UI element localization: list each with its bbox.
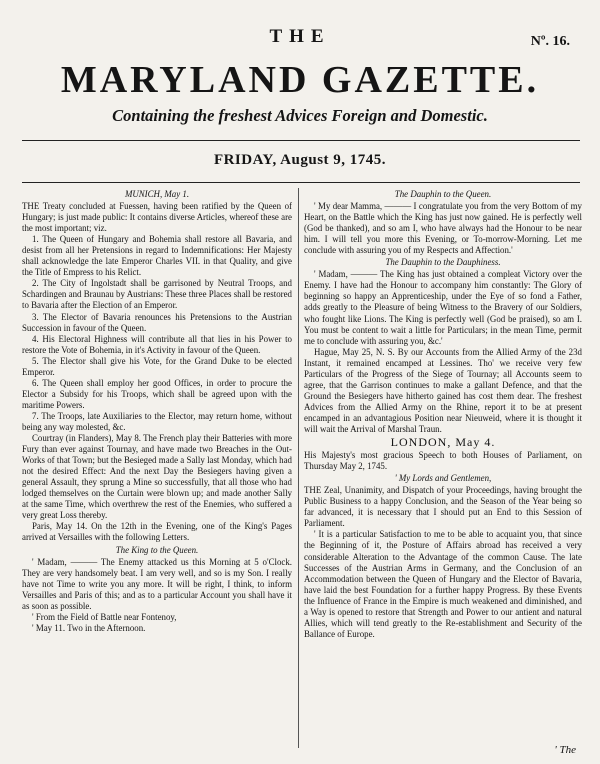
speech-paragraph-2: ' It is a particular Satisfaction to me to be able to acquaint you, that since the Beginning of it, the Posture of Affairs abroad has received a very considerable Alteration to the Advantage of the common Cause. The late Successes of the Austrian Arms in Germany, and the Conclusion of an Accommodation between the Queen of Hungary and the Elector of Bavaria, have laid the best Foundation for a further happy Progress. By these Events the Influence of France in the Empire is much weakened and diminished, and a Way is opened to restore that Strength and Power to our antient and natural Allies, which will tend greatly to the Re-establishment and Security of the Ballance of Europe. — [304, 529, 582, 639]
catchword: ' The — [554, 744, 576, 756]
speech-paragraph-1: THE Zeal, Unanimity, and Dispatch of your Proceedings, having brought the Public Business to a happy Conclusion, and the Season of the Year being so far advanced, it is necessary that I should put an End to this Session of Parliament. — [304, 485, 582, 529]
treaty-article-2: 2. The City of Ingolstadt shall be garrisoned by Neutral Troops, and Schardingen and Braunau by Austrians: These three Places shall be restored to Bavaria after the Election of an Emperor. — [22, 278, 292, 311]
king-letter-place: ' From the Field of Battle near Fontenoy, — [32, 611, 177, 622]
king-letter-date: ' May 11. Two in the Afternoon. — [32, 622, 146, 633]
left-column — [22, 188, 292, 750]
issue-number: Nº. 16. — [530, 34, 570, 49]
dauphin-queen-heading: The Dauphin to the Queen. — [394, 189, 492, 199]
treaty-article-7: 7. The Troops, late Auxiliaries to the Elector, may return home, without being any way molested, &c. — [22, 410, 292, 432]
london-dateline: LONDON, May 4. — [390, 435, 496, 450]
king-letter-heading: The King to the Queen. — [115, 544, 199, 555]
dauphin-dauphiness-heading: The Dauphin to the Dauphiness. — [385, 257, 501, 268]
munich-dateline: MUNICH, May 1. — [124, 189, 190, 199]
top-rule — [22, 140, 580, 141]
paris-report: Paris, May 14. On the 12th in the Evening, one of the King's Pages arrived at Versailles with the following Letters. — [22, 521, 292, 543]
treaty-article-6: 6. The Queen shall employ her good Offices, in order to procure the Elector a Subsidy for his Troops, which shall be agreed upon with the maritime Powers. — [22, 377, 292, 410]
right-column — [304, 188, 582, 750]
dauphin-dauphiness-letter: ' Madam, ——— The King has just obtained a compleat Victory over the Enemy. I have had the Honour to accompany him constantly: The Glory of beginning so happy an Apprenticeship, under the Eye of so fond a Father, adds greatly to the Pleasure of being Witness to the Bravery of our Soldiers, who fought like Lions. The King is perfectly well (God be praised), so am I. You must be content to wait a little for Particulars; in the mean Time, permit me to conclude with assuring you, &c.' — [304, 269, 582, 346]
column-divider — [298, 188, 299, 748]
date-rule — [22, 182, 580, 183]
treaty-article-5: 5. The Elector shall give his Vote, for the Grand Duke to be elected Emperor. — [22, 355, 292, 377]
speech-salutation: ' My Lords and Gentlemen, — [394, 473, 492, 484]
masthead-the: THE — [269, 26, 331, 47]
kings-speech-intro: His Majesty's most gracious Speech to both Houses of Parliament, on Thursday May 2, 1745. — [304, 450, 582, 472]
treaty-article-3: 3. The Elector of Bavaria renounces his Pretensions to the Austrian Succession in favour of the Queen. — [22, 311, 292, 333]
treaty-intro: THE Treaty concluded at Fuessen, having been ratified by the Queen of Hungary; is just made public: It contains diverse Articles, whereof these are the most important; viz. — [22, 201, 292, 234]
hague-report: Hague, May 25, N. S. By our Accounts from the Allied Army of the 23d Instant, it remained encamped at Lessines. Tho' we receive very few Particulars of the Progress of the Siege of Tournay; all Accounts seem to agree, that the Garrison continues to make a gallant Defence, and that the Ground the Besiegers have hitherto gained has cost them dear. The freshest Advices from the Allied Army on the Rhine, report it to be at present encamped in an advantagious Position near Nieuweid, where it is thought it will wait the Arrival of Marshal Traun. — [304, 346, 582, 434]
masthead-title: MARYLAND GAZETTE. — [60, 59, 540, 101]
treaty-article-1: 1. The Queen of Hungary and Bohemia shall restore all Bavaria, and desist from all her Pretensions in regard to Indemnifications: Her Majesty shall acknowledge the late Emperor Charles VII. in that Quality, and give the Title of Empress to his Relict. — [22, 234, 292, 278]
issue-date: FRIDAY, August 9, 1745. — [213, 152, 387, 168]
masthead-subtitle: Containing the freshest Advices Foreign and Domestic. — [112, 106, 488, 125]
dauphin-queen-letter: ' My dear Mamma, ——— I congratulate you from the very Bottom of my Heart, on the Battle which the King has just now gained. He is perfectly well (God be thanked), and so am I, who have always had the Honour to be near him. I will tell you more this Evening, or To-morrow-Morning. Let me conclude with assuring you of my Respects and Affection.' — [304, 201, 582, 256]
courtray-report: Courtray (in Flanders), May 8. The French play their Batteries with more Fury than ever against Tournay, and have made two Breaches in the Out-Works of that Town; but the Besieged made a Sally last Monday, which had not the desired Effect: And the next Day the Besiegers having given a general Assault, they sprung a Mine so successfully, that all those who had lodged themselves on the Curtain were blown up; and made another Sally at the same Time, which overthrew the rest of the Enemies, who suffered a very great Loss thereby. — [22, 433, 292, 521]
treaty-article-4: 4. His Electoral Highness will contribute all that lies in his Power to restore the Vote of Bohemia, in it's Activity in favour of the Queen. — [22, 333, 292, 355]
king-letter-body: ' Madam, ——— The Enemy attacked us this Morning at 5 o'Clock. They are very handsomely beat. I am very well, and so is my Son. I really have not Time to write you any more. It will be right, I think, to inform Versailles and Paris of this; and as to a particular Account you shall have it as soon as possible. — [22, 556, 292, 611]
